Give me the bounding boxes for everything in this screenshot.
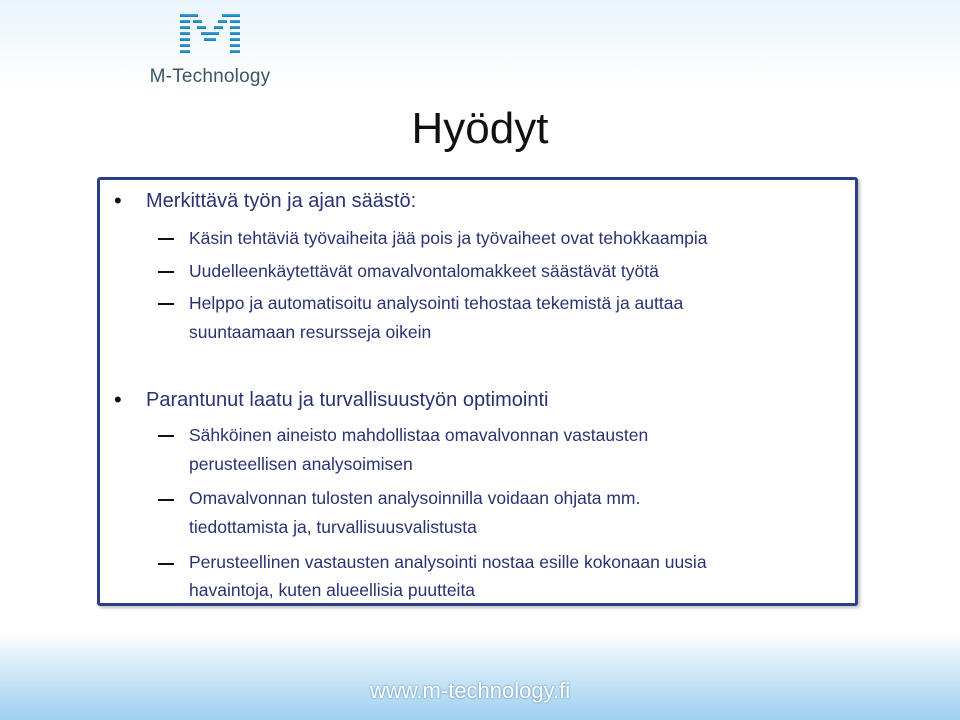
dash-icon [158,435,174,437]
section-heading: Parantunut laatu ja turvallisuustyön optimointi [146,389,549,411]
bullet-icon: • [114,387,122,412]
section-heading: Merkittävä työn ja ajan säästö: [146,190,417,212]
list-item: Käsin tehtäviä työvaiheita jää pois ja työvaiheet ovat tehokkaampia [189,228,708,248]
content-box [97,177,858,606]
list-item: Helppo ja automatisoitu analysointi tehostaa tekemistä ja auttaa [189,293,684,313]
footer-band [0,632,960,720]
header-band [0,0,960,92]
m-technology-logo-icon [180,10,240,60]
list-item-continuation: perusteellisen analysoimisen [189,454,413,474]
dash-icon [158,238,174,240]
dash-icon [158,499,174,501]
list-item: Sähköinen aineisto mahdollistaa omavalvonnan vastausten [189,425,649,445]
slide-title: Hyödyt [411,104,549,153]
list-item-continuation: tiedottamista ja, turvallisuusvalistusta [189,517,477,537]
list-item: Uudelleenkäytettävät omavalvontalomakkeet säästävät työtä [189,261,659,281]
list-item: Omavalvonnan tulosten analysoinnilla voidaan ohjata mm. [189,488,641,508]
footer-url: www.m-technology.fi [370,678,571,703]
dash-icon [158,303,174,305]
list-item-continuation: suuntaamaan resursseja oikein [189,322,432,342]
list-item-continuation: havaintoja, kuten alueellisia puutteita [189,580,476,600]
bullet-icon: • [114,188,122,213]
dash-icon [158,271,174,273]
logo-text: M-Technology [149,66,271,87]
list-item: Perusteellinen vastausten analysointi nostaa esille kokonaan uusia [189,552,707,572]
company-logo [146,10,274,88]
dash-icon [158,563,174,565]
